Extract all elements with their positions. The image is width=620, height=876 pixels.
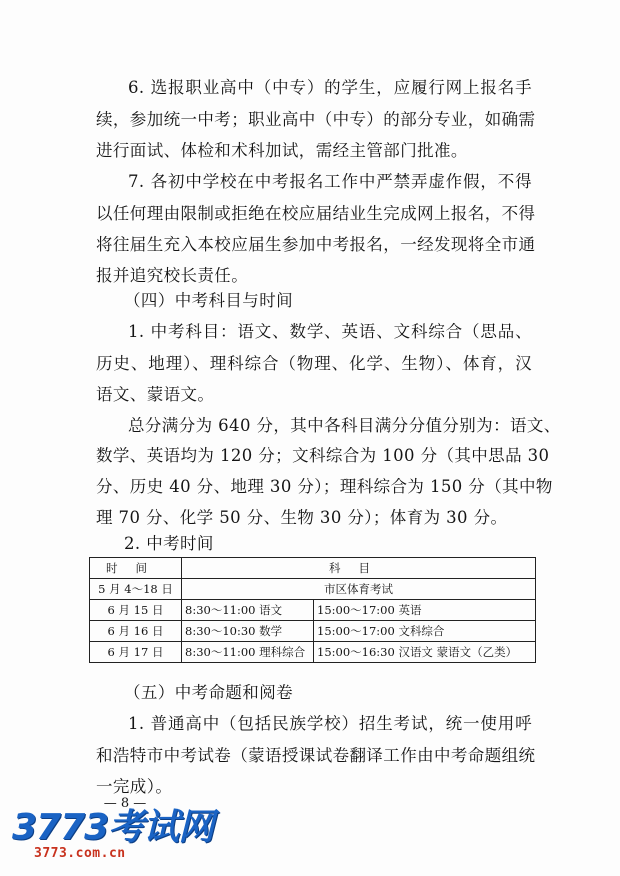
paragraph-6-line-1: 6. 选报职业高中（中专）的学生，应履行网上报名手 (128, 78, 532, 97)
header-time: 时间 (90, 558, 182, 579)
row-subject-span: 市区体育考试 (182, 579, 536, 600)
row-morning: 8:30～10:30 数学 (182, 621, 314, 642)
exam-line-2: 和浩特市中考试卷（蒙语授课试卷翻译工作由中考命题组统 (96, 746, 536, 765)
subjects-line-3: 语文、蒙语文。 (96, 385, 215, 404)
site-watermark-url: 3773.com.cn (34, 846, 126, 861)
table-row (90, 600, 536, 621)
exam-time-heading: 2. 中考时间 (124, 534, 214, 553)
header-subject: 科目 (182, 558, 536, 579)
table-row (90, 621, 536, 642)
paragraph-7-line-4: 报并追究校长责任。 (96, 266, 249, 285)
row-afternoon: 15:00～16:30 汉语文 蒙语文（乙类） (314, 642, 536, 663)
row-morning: 8:30～11:00 语文 (182, 600, 314, 621)
row-time: 5 月 4～18 日 (90, 579, 182, 600)
paragraph-7-line-3: 将往届生充入本校应届生参加中考报名，一经发现将全市通 (96, 235, 536, 254)
table-header-row (90, 558, 536, 579)
row-afternoon: 15:00～17:00 文科综合 (314, 621, 536, 642)
exam-line-1: 1. 普通高中（包括民族学校）招生考试，统一使用呼 (128, 714, 532, 733)
subjects-line-2: 历史、地理）、理科综合（物理、化学、生物）、体育，汉 (96, 354, 532, 373)
paragraph-7-line-2: 以任何理由限制或拒绝在校应届结业生完成网上报名，不得 (96, 204, 536, 223)
scores-line-3: 分、历史 40 分、地理 30 分）；理科综合为 150 分（其中物 (96, 477, 553, 496)
section-heading-5: （五）中考命题和阅卷 (124, 683, 293, 702)
scores-line-4: 理 70 分、化学 50 分、生物 30 分）；体育为 30 分。 (96, 508, 508, 527)
site-watermark-logo: 3773考试网 (12, 807, 214, 848)
section-heading-4: （四）中考科目与时间 (124, 291, 293, 310)
row-afternoon: 15:00～17:00 英语 (314, 600, 536, 621)
subjects-line-1: 1. 中考科目：语文、数学、英语、文科综合（思品、 (128, 322, 532, 341)
row-time: 6 月 17 日 (90, 642, 182, 663)
paragraph-7-line-1: 7. 各初中学校在中考报名工作中严禁弄虚作假，不得 (128, 172, 532, 191)
row-morning: 8:30～11:00 理科综合 (182, 642, 314, 663)
paragraph-6-line-3: 进行面试、体检和术科加试，需经主管部门批准。 (96, 141, 468, 160)
table-row (90, 642, 536, 663)
scores-line-2: 数学、英语均为 120 分；文科综合为 100 分（其中思品 30 (96, 446, 550, 465)
scores-line-1: 总分满分为 640 分，其中各科目满分分值分别为：语文、 (128, 416, 561, 435)
table-row (90, 579, 536, 600)
paragraph-6-line-2: 续，参加统一中考；职业高中（中专）的部分专业，如确需 (96, 110, 536, 129)
page-number: — 8 — (103, 796, 147, 811)
row-time: 6 月 15 日 (90, 600, 182, 621)
row-time: 6 月 16 日 (90, 621, 182, 642)
exam-line-3: 一完成）。 (96, 777, 173, 796)
exam-schedule-table (89, 557, 536, 663)
